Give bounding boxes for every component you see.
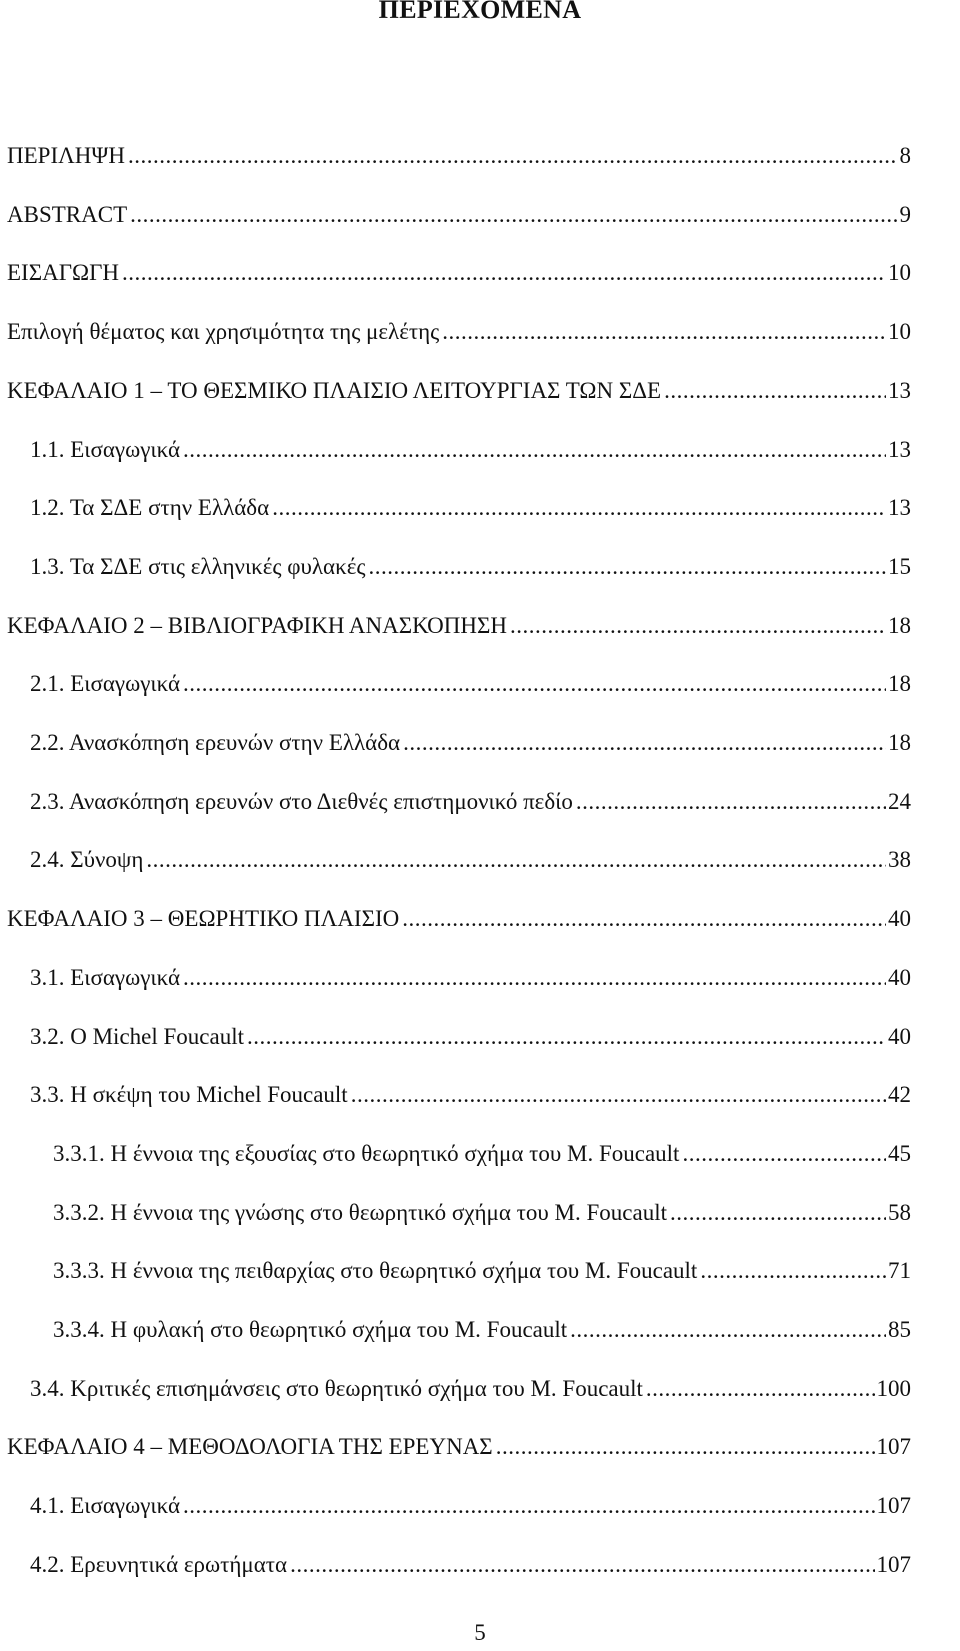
page-number: 5	[474, 1620, 486, 1645]
toc-entry-page: 13	[888, 437, 911, 462]
toc-entry-page: 40	[888, 965, 911, 990]
toc-dot-leader	[146, 842, 886, 878]
toc-dot-leader	[664, 373, 886, 409]
toc-entry[interactable]	[7, 373, 911, 409]
toc-entry-page: 107	[876, 1434, 911, 1459]
toc-dot-leader	[247, 1019, 886, 1055]
toc-entry[interactable]	[53, 1136, 911, 1172]
toc-dot-leader	[402, 901, 886, 937]
toc-entry-page: 9	[899, 202, 911, 227]
toc-entry-page: 15	[888, 554, 911, 579]
toc-entry-title: ΕΙΣΑΓΩΓΗ	[7, 260, 120, 285]
toc-entry-title: 2.4. Σύνοψη	[30, 847, 144, 872]
toc-entry-page: 85	[888, 1317, 911, 1342]
toc-dot-leader	[183, 666, 886, 702]
toc-entry[interactable]	[30, 1488, 911, 1524]
toc-dot-leader	[272, 490, 886, 526]
toc-entry-page: 13	[888, 378, 911, 403]
toc-entry-title: ΚΕΦΑΛΑΙΟ 2 – ΒΙΒΛΙΟΓΡΑΦΙΚΗ ΑΝΑΣΚΟΠΗΣΗ	[7, 613, 507, 638]
toc-dot-leader	[510, 608, 886, 644]
toc-entry-title: 3.3.1. Η έννοια της εξουσίας στο θεωρητικό σχήμα του M. Foucault	[53, 1141, 680, 1166]
toc-entry-page: 13	[888, 495, 911, 520]
toc-entry[interactable]	[30, 549, 911, 585]
toc-entry-page: 107	[876, 1552, 911, 1577]
toc-entry[interactable]	[30, 1371, 911, 1407]
toc-entry-title: 3.4. Κριτικές επισημάνσεις στο θεωρητικό σχήμα του M. Foucault	[30, 1376, 643, 1401]
toc-entry-page: 58	[888, 1200, 911, 1225]
toc-dot-leader	[122, 255, 886, 291]
toc-entry-title: ΚΕΦΑΛΑΙΟ 1 – ΤΟ ΘΕΣΜΙΚΟ ΠΛΑΙΣΙΟ ΛΕΙΤΟΥΡΓΙΑΣ ΤΩΝ ΣΔΕ	[7, 378, 662, 403]
toc-dot-leader	[570, 1312, 886, 1348]
toc-entry-title: 1.3. Τα ΣΔΕ στις ελληνικές φυλακές	[30, 554, 366, 579]
toc-entry-title: ABSTRACT	[7, 202, 128, 227]
toc-entry-title: 3.3.3. Η έννοια της πειθαρχίας στο θεωρητικό σχήμα του M. Foucault	[53, 1258, 698, 1283]
toc-dot-leader	[670, 1195, 886, 1231]
toc-entry[interactable]	[53, 1195, 911, 1231]
toc-entry[interactable]	[30, 490, 911, 526]
toc-entry-title: 4.2. Ερευνητικά ερωτήματα	[30, 1552, 288, 1577]
toc-dot-leader	[496, 1429, 875, 1465]
toc-entry-page: 18	[888, 671, 911, 696]
toc-dot-leader	[183, 960, 886, 996]
toc-entry-page: 42	[888, 1082, 911, 1107]
toc-entry-page: 100	[876, 1376, 911, 1401]
toc-dot-leader	[682, 1136, 886, 1172]
toc-entry-title: ΠΕΡΙΛΗΨΗ	[7, 143, 125, 168]
toc-entry-title: 3.3. Η σκέψη του Michel Foucault	[30, 1082, 348, 1107]
toc-entry[interactable]	[30, 1077, 911, 1113]
toc-entry-page: 10	[888, 260, 911, 285]
toc-entry[interactable]	[7, 901, 911, 937]
toc-entry-title: 3.3.4. Η φυλακή στο θεωρητικό σχήμα του M. Foucault	[53, 1317, 568, 1342]
toc-dot-leader	[128, 138, 898, 174]
toc-entry-page: 18	[888, 730, 911, 755]
toc-dot-leader	[130, 197, 897, 233]
toc-entry[interactable]	[30, 1547, 911, 1583]
toc-entry-title: 3.1. Εισαγωγικά	[30, 965, 181, 990]
toc-entry[interactable]	[30, 960, 911, 996]
toc-entry[interactable]	[7, 197, 911, 233]
toc-entry-page: 38	[888, 847, 911, 872]
toc-dot-leader	[290, 1547, 874, 1583]
toc-dot-leader	[183, 1488, 874, 1524]
toc-entry-page: 24	[888, 789, 911, 814]
toc-entry[interactable]	[30, 432, 911, 468]
toc-entry-title: 3.3.2. Η έννοια της γνώσης στο θεωρητικό σχήμα του M. Foucault	[53, 1200, 667, 1225]
page-title: ΠΕΡΙΕΧΟΜΕΝΑ	[378, 0, 582, 24]
toc-dot-leader	[368, 549, 886, 585]
toc-entry[interactable]	[7, 314, 911, 350]
toc-dot-leader	[403, 725, 886, 761]
toc-entry-title: 2.3. Ανασκόπηση ερευνών στο Διεθνές επιστημονικό πεδίο	[30, 789, 573, 814]
toc-entry-page: 107	[876, 1493, 911, 1518]
toc-entry-title: 4.1. Εισαγωγικά	[30, 1493, 181, 1518]
toc-entry-page: 8	[899, 143, 911, 168]
toc-entry-page: 71	[888, 1258, 911, 1283]
toc-entry-title: 3.2. Ο Michel Foucault	[30, 1024, 244, 1049]
toc-entry-title: 2.2. Ανασκόπηση ερευνών στην Ελλάδα	[30, 730, 401, 755]
toc-entry[interactable]	[30, 784, 911, 820]
toc-entry-title: 2.1. Εισαγωγικά	[30, 671, 181, 696]
toc-entry[interactable]	[7, 608, 911, 644]
toc-entry-title: Επιλογή θέματος και χρησιμότητα της μελέτης	[7, 319, 440, 344]
toc-entry[interactable]	[30, 1019, 911, 1055]
toc-entry[interactable]	[7, 138, 911, 174]
toc-dot-leader	[351, 1077, 886, 1113]
toc-entry[interactable]	[7, 255, 911, 291]
toc-entry[interactable]	[7, 1429, 911, 1465]
toc-entry[interactable]	[30, 725, 911, 761]
toc-entry-title: 1.1. Εισαγωγικά	[30, 437, 181, 462]
toc-entry[interactable]	[53, 1253, 911, 1289]
toc-entry-title: ΚΕΦΑΛΑΙΟ 3 – ΘΕΩΡΗΤΙΚΟ ΠΛΑΙΣΙΟ	[7, 906, 400, 931]
toc-entry-page: 40	[888, 906, 911, 931]
toc-entry-page: 10	[888, 319, 911, 344]
toc-entry-page: 40	[888, 1024, 911, 1049]
toc-entry-page: 18	[888, 613, 911, 638]
toc-entry-page: 45	[888, 1141, 911, 1166]
toc-entry[interactable]	[53, 1312, 911, 1348]
toc-dot-leader	[183, 432, 886, 468]
toc-dot-leader	[646, 1371, 875, 1407]
toc-entry-title: ΚΕΦΑΛΑΙΟ 4 – ΜΕΘΟΔΟΛΟΓΙΑ ΤΗΣ ΕΡΕΥΝΑΣ	[7, 1434, 493, 1459]
toc-entry[interactable]	[30, 842, 911, 878]
toc-dot-leader	[442, 314, 886, 350]
toc-entry-title: 1.2. Τα ΣΔΕ στην Ελλάδα	[30, 495, 270, 520]
toc-dot-leader	[576, 784, 886, 820]
toc-dot-leader	[700, 1253, 886, 1289]
toc-entry[interactable]	[30, 666, 911, 702]
